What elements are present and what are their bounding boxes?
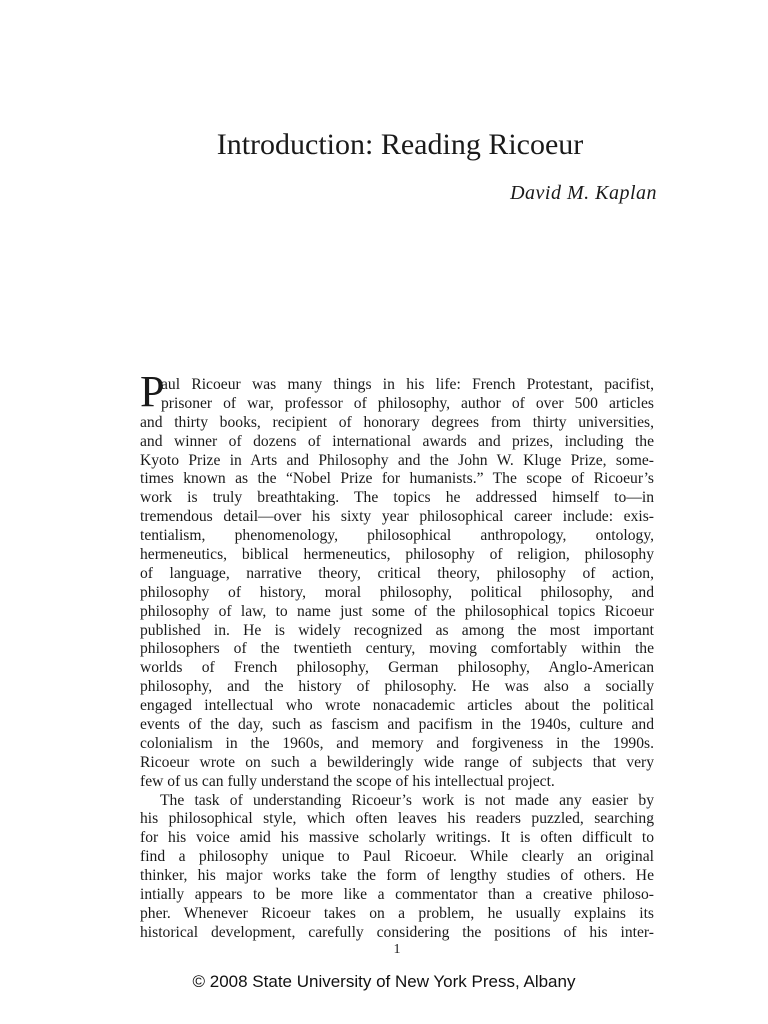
text-line: Ricoeur wrote on such a bewilderingly wide range of subjects that very [140, 753, 654, 771]
text-line: few of us can fully understand the scope of his intellectual project. [140, 772, 555, 790]
page-number: 1 [393, 942, 401, 957]
text-line: find a philosophy unique to Paul Ricoeur. While clearly an original [140, 848, 654, 866]
text-line: historical development, carefully considering the positions of his inter- [140, 923, 654, 941]
text-line: pher. Whenever Ricoeur takes on a problem, he usually explains its [140, 904, 654, 922]
text-line: times known as the “Nobel Prize for humanists.” The scope of Ricoeur’s [140, 470, 654, 488]
text-line: philosophy of law, to name just some of the philosophical topics Ricoeur [140, 602, 654, 620]
chapter-title: Introduction: Reading Ricoeur [216, 128, 584, 161]
text-line: and winner of dozens of international awards and prizes, including the [140, 432, 654, 450]
paragraph-1 [140, 376, 654, 792]
text-line: thinker, his major works take the form of lengthy studies of others. He [140, 867, 654, 885]
text-line: published in. He is widely recognized as among the most important [140, 621, 654, 639]
text-line: work is truly breathtaking. The topics he addressed himself to—in [140, 489, 654, 507]
paragraph-2 [140, 792, 654, 943]
text-line: his philosophical style, which often leaves his readers puzzled, searching [140, 810, 654, 828]
text-line: aul Ricoeur was many things in his life: French Protestant, pacifist, [161, 376, 654, 393]
text-line: tremendous detail—over his sixty year philosophical career include: exis- [140, 508, 654, 526]
text-line: philosophers of the twentieth century, moving comfortably within the [140, 640, 654, 658]
text-line: The task of understanding Ricoeur’s work is not made any easier by [160, 791, 654, 809]
text-line: worlds of French philosophy, German philosophy, Anglo-American [140, 659, 654, 677]
text-line: Kyoto Prize in Arts and Philosophy and the John W. Kluge Prize, some- [140, 451, 654, 469]
text-line: colonialism in the 1960s, and memory and forgiveness in the 1990s. [140, 734, 654, 752]
text-line: philosophy of history, moral philosophy, political philosophy, and [140, 583, 654, 601]
drop-cap: P [140, 367, 165, 416]
body-text [140, 376, 654, 943]
text-line: for his voice amid his massive scholarly writings. It is often difficult to [140, 829, 654, 847]
author-name: David M. Kaplan [510, 182, 657, 204]
text-line: and thirty books, recipient of honorary degrees from thirty universities, [140, 413, 654, 431]
text-line: hermeneutics, biblical hermeneutics, philosophy of religion, philosophy [140, 546, 654, 564]
text-line: tentialism, phenomenology, philosophical anthropology, ontology, [140, 527, 654, 545]
text-line: philosophy, and the history of philosophy. He was also a socially [140, 678, 654, 696]
text-line: engaged intellectual who wrote nonacademic articles about the political [140, 697, 654, 715]
copyright-footer: © 2008 State University of New York Press, Albany [192, 972, 576, 991]
text-line: of language, narrative theory, critical theory, philosophy of action, [140, 564, 654, 582]
text-line: intially appears to be more like a commentator than a creative philoso- [140, 886, 654, 904]
text-line: prisoner of war, professor of philosophy, author of over 500 articles [161, 394, 654, 412]
text-line: events of the day, such as fascism and pacifism in the 1940s, culture and [140, 716, 654, 734]
